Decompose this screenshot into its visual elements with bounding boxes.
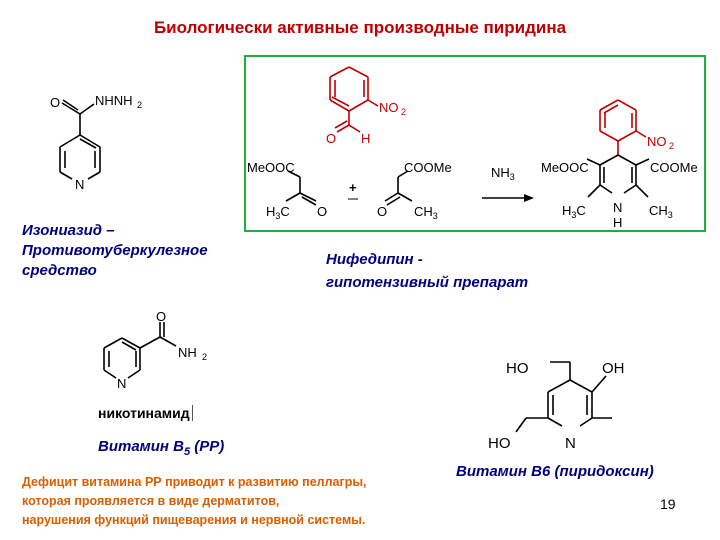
nicotinamide-structure bbox=[90, 308, 230, 400]
nicotinamide-atom-nh: NH bbox=[178, 345, 197, 360]
nicotinamide-label: никотинамид bbox=[98, 405, 193, 421]
product-nh-h: H bbox=[613, 215, 623, 230]
page-number: 19 bbox=[660, 496, 676, 512]
pyridoxine-ho-top: HO bbox=[506, 360, 529, 377]
pyridoxine-oh: OH bbox=[602, 360, 625, 377]
note-line1: Дефицит витамина РР приводит к развитию пеллагры, bbox=[22, 475, 367, 489]
pyridoxine-n: N bbox=[565, 435, 576, 452]
right-cooome: COOMe bbox=[404, 160, 452, 175]
product-meooc: MeOOC bbox=[541, 160, 589, 175]
aldehyde-no: NO bbox=[379, 100, 399, 115]
nicotinamide-sub-2: 2 bbox=[202, 352, 208, 362]
isoniazid-caption-line3: средство bbox=[22, 262, 97, 279]
right-o: O bbox=[377, 204, 388, 219]
isoniazid-caption bbox=[22, 221, 208, 281]
isoniazid-atom-n: N bbox=[75, 177, 85, 192]
nifedipine-caption-line2: гипотензивный препарат bbox=[326, 274, 529, 291]
pyridoxine-ho-bottom: HO bbox=[488, 435, 511, 452]
isoniazid-atom-o: O bbox=[50, 95, 61, 110]
isoniazid-structure bbox=[30, 80, 170, 205]
left-h3c: $H_3C$ bbox=[266, 204, 290, 221]
pellagra-note bbox=[22, 473, 442, 530]
slide-title: Биологически активные производные пиридина bbox=[153, 18, 567, 37]
aldehyde-h: H bbox=[361, 131, 371, 146]
isoniazid-sub-2: 2 bbox=[137, 100, 143, 110]
nifedipine-caption bbox=[326, 248, 528, 294]
nifedipine-synthesis-box bbox=[244, 55, 706, 232]
vitamin-b6-caption: Витамин В6 (пиридоксин) bbox=[456, 463, 654, 480]
isoniazid-atom-nhnh: NHNH bbox=[95, 93, 133, 108]
isoniazid-caption-line2: Противотуберкулезное bbox=[22, 242, 208, 259]
product-cooome: COOMe bbox=[650, 160, 698, 175]
nifedipine-caption-line1: Нифедипин - bbox=[326, 251, 423, 268]
product-ch3: $CH_3$ bbox=[649, 203, 673, 220]
note-line3: нарушения функций пищеварения и нервной системы. bbox=[22, 513, 366, 527]
product-no: NO bbox=[647, 134, 667, 149]
aldehyde-no-sub: 2 bbox=[401, 107, 407, 117]
left-o: O bbox=[317, 204, 328, 219]
pyridoxine-structure bbox=[480, 352, 660, 457]
isoniazid-caption-line1: Изониазид – bbox=[22, 222, 115, 239]
reagent-nh3: $NH_3$ bbox=[491, 165, 515, 182]
note-line2: которая проявляется в виде дерматитов, bbox=[22, 494, 280, 508]
nicotinamide-atom-o: O bbox=[156, 309, 167, 324]
plus-sign: + bbox=[349, 180, 357, 195]
reaction-arrow bbox=[482, 194, 534, 202]
product-h3c: $H_3C$ bbox=[562, 203, 586, 220]
product-no-sub: 2 bbox=[669, 141, 675, 151]
vitamin-b5-caption: Витамин $В_5$ (РР) bbox=[98, 438, 225, 458]
right-ch3: $CH_3$ bbox=[414, 204, 438, 221]
aldehyde-o: O bbox=[326, 131, 337, 146]
product-n: N bbox=[613, 200, 623, 215]
left-meooc: MeOOC bbox=[247, 160, 295, 175]
nicotinamide-atom-n: N bbox=[117, 376, 127, 391]
